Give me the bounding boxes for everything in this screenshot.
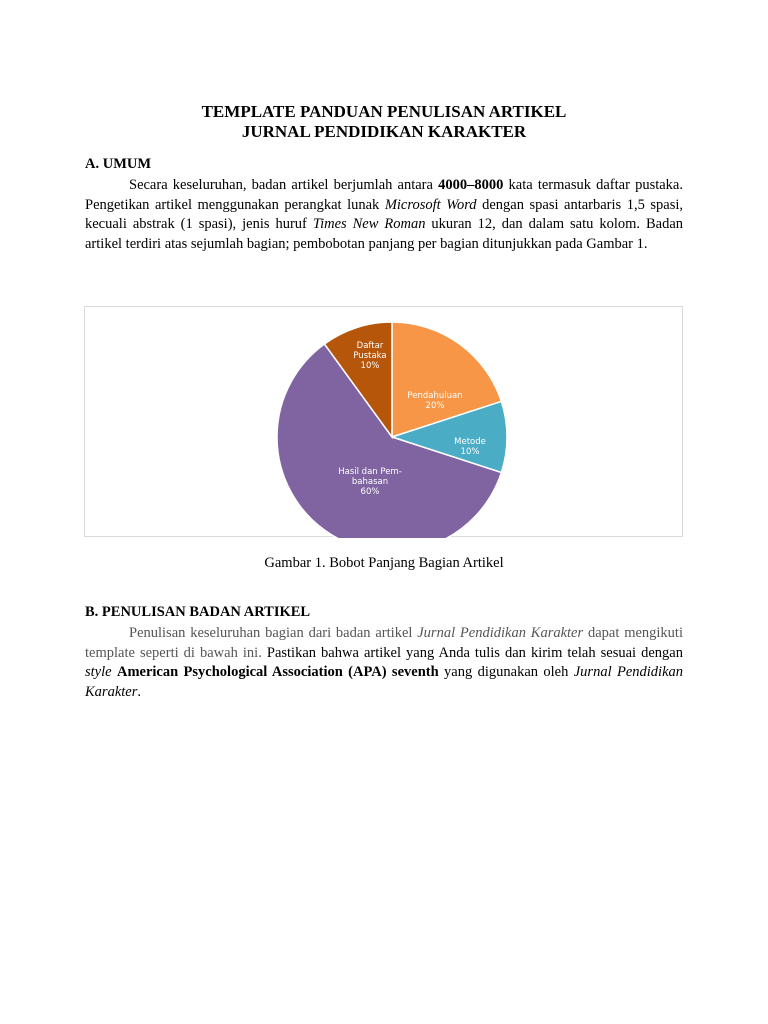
text-run: Penulisan keseluruhan bagian dari badan artikel xyxy=(129,625,418,641)
software-name: Microsoft Word xyxy=(384,196,477,213)
text-run: . xyxy=(137,683,141,700)
section-b-heading: B. PENULISAN BADAN ARTIKEL xyxy=(85,604,311,620)
section-a-heading: A. UMUM xyxy=(85,156,152,172)
document-title-line-1: TEMPLATE PANDUAN PENULISAN ARTIKEL xyxy=(201,102,567,121)
pie-slice-label: Metode 10% xyxy=(454,437,486,457)
figure-caption: Gambar 1. Bobot Panjang Bagian Artikel xyxy=(264,555,504,571)
pie-slice-label: Pendahuluan 20% xyxy=(407,391,463,411)
text-run: kata termasuk daftar pustaka. Pengetikan artikel menggunakan perangkat lunak xyxy=(85,177,683,213)
pie-chart-figure xyxy=(84,306,683,537)
word-count-range: 4000–8000 xyxy=(438,177,504,193)
pie-slice-label: Daftar Pustaka 10% xyxy=(353,341,387,371)
text-run: ukuran 12, dan dalam satu kolom. Badan artikel terdiri atas sejumlah bagian; pembobotan panjang per bagian ditunjukkan pada Gambar 1. xyxy=(85,216,684,252)
style-word: style xyxy=(85,664,112,680)
text-run: dapat mengikuti template seperti di bawah ini. xyxy=(85,625,683,661)
apa-style-name: American Psychological Association (APA) seventh xyxy=(116,664,439,680)
section-b-paragraph xyxy=(85,624,683,702)
journal-name: Jurnal Pendidikan Karakter xyxy=(417,625,584,641)
text-run: Pastikan bahwa artikel yang Anda tulis dan kirim telah sesuai dengan xyxy=(266,644,683,661)
text-run: yang digunakan oleh xyxy=(438,664,574,680)
document-title-line-2: JURNAL PENDIDIKAN KARAKTER xyxy=(241,122,527,141)
section-a-paragraph xyxy=(85,176,683,254)
pie-slice-label: Hasil dan Pem-bahasan 60% xyxy=(338,467,402,497)
text-run: dengan spasi antarbaris 1,5 spasi, kecuali abstrak (1 spasi), jenis huruf xyxy=(85,196,683,232)
font-name: Times New Roman xyxy=(312,216,426,232)
pie-chart xyxy=(85,307,684,538)
journal-name: Jurnal Pendidikan Karakter xyxy=(85,664,684,700)
text-run: Secara keseluruhan, badan artikel berjumlah antara xyxy=(129,177,439,193)
